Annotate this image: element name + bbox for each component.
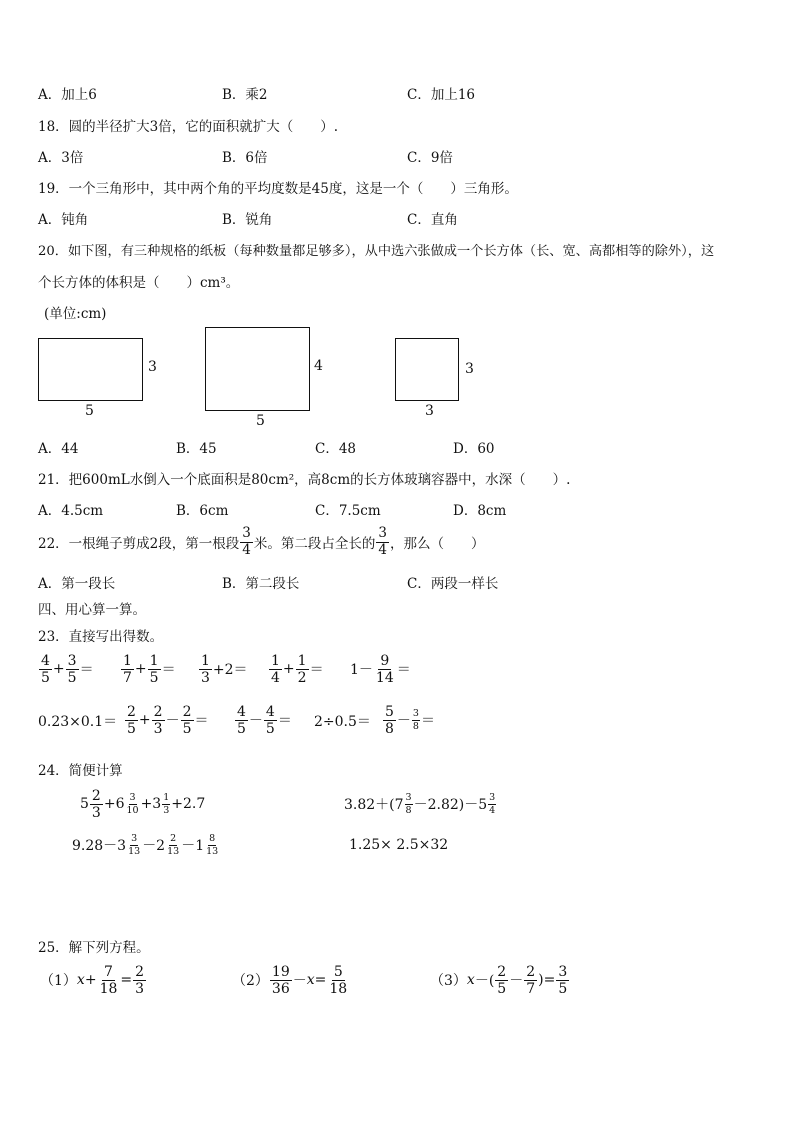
q18-option-b: B．6倍 [222, 150, 268, 166]
fraction [127, 834, 141, 856]
equals: = [543, 972, 556, 988]
q21-option-d: D．8cm [453, 503, 507, 519]
denominator: 5 [41, 669, 50, 686]
numerator: 1 [163, 792, 170, 803]
fraction [270, 965, 292, 996]
fraction [412, 709, 420, 731]
q23-row2-expr4: 2÷0.5＝ [314, 714, 371, 730]
board-3x3 [395, 338, 459, 401]
q22-option-b: B．第二段长 [222, 576, 300, 592]
fraction [205, 834, 219, 856]
q21-option-a: A．4.5cm [38, 503, 104, 519]
term: 9.28－3 [72, 838, 127, 854]
denominator: 4 [271, 669, 280, 686]
q22-stem-b: 米。第二段占全长的 [253, 536, 376, 552]
equals: = [120, 972, 133, 988]
q22-option-c: C．两段一样长 [407, 576, 499, 592]
q22-stem-c: ，那么（ ） [389, 536, 485, 552]
board2-height-label: 4 [314, 358, 323, 374]
equals: = [314, 972, 327, 988]
fraction [133, 965, 146, 996]
fraction [148, 654, 161, 685]
q22-stem [38, 523, 484, 561]
q24-expr3 [72, 830, 220, 860]
equals: ＝ [309, 662, 324, 678]
equals: ＝ [79, 662, 94, 678]
fraction [39, 654, 52, 685]
q24-expr2 [344, 789, 497, 819]
fraction [524, 965, 537, 996]
fraction [181, 705, 194, 736]
denominator: 8 [385, 720, 394, 737]
q20-option-d: D．60 [453, 441, 495, 457]
q17-option-a: A．加上6 [38, 87, 97, 103]
equals: ＝ [194, 713, 209, 729]
numerator: 1 [297, 652, 307, 669]
q25-equation-3 [430, 960, 570, 1000]
numerator: 1 [201, 652, 210, 669]
board3-height-label: 3 [465, 361, 474, 377]
q18-stem: 18．圆的半径扩大3倍，它的面积就扩大（ ）. [38, 119, 339, 135]
fraction [125, 793, 139, 815]
variable-x: x [466, 972, 475, 988]
q20-option-c: C．48 [315, 441, 357, 457]
numerator: 8 [209, 833, 216, 844]
q22-fraction-1 [240, 527, 253, 557]
fraction [66, 654, 79, 685]
close-paren: ) [538, 972, 544, 988]
fraction [264, 705, 277, 736]
numerator: 2 [497, 963, 507, 980]
denominator: 3 [201, 669, 210, 686]
operator: － [248, 713, 263, 729]
equation-label: （3） [430, 973, 467, 989]
expression-lead: 1－ [350, 662, 373, 678]
numerator: 3 [67, 652, 77, 669]
q24-expr4: 1.25× 2.5×32 [349, 837, 449, 853]
fraction [383, 705, 396, 736]
q19-option-a: A．钝角 [38, 212, 89, 228]
q19-stem: 19．一个三角形中，其中两个角的平均度数是45度，这是一个（ ）三角形。 [38, 181, 518, 197]
q22-frac1-num: 3 [242, 525, 251, 541]
numerator: 3 [412, 708, 419, 719]
operator: － [292, 973, 307, 989]
q20-option-a: A．44 [38, 441, 79, 457]
operator: － [165, 713, 180, 729]
fraction [327, 965, 349, 996]
fraction [495, 965, 508, 996]
numerator: 3 [131, 833, 138, 844]
q20-unit: (单位:cm) [44, 306, 107, 322]
denominator: 13 [206, 845, 219, 857]
q24-stem: 24．简便计算 [38, 763, 123, 779]
operator: －( [474, 973, 495, 989]
numerator: 2 [170, 833, 177, 844]
q17-option-b: B．乘2 [222, 87, 268, 103]
operator: － [509, 973, 524, 989]
q20-stem-line1: 20．如下图，有三种规格的纸板（每种数量都足够多），从中选六张做成一个长方体（长、宽、高都相等的除外），这 [38, 244, 715, 259]
q23-row2-expr3 [234, 700, 292, 740]
denominator: 18 [99, 980, 118, 997]
numerator: 1 [149, 652, 159, 669]
fraction [199, 654, 212, 685]
operator: + [138, 712, 151, 728]
denominator: 14 [375, 669, 394, 686]
denominator: 5 [127, 720, 136, 737]
equation-label: （1） [40, 973, 77, 989]
equals: ＝ [161, 662, 176, 678]
denominator: 5 [149, 669, 159, 686]
q17-option-c: C．加上16 [407, 87, 476, 103]
denominator: 18 [329, 980, 348, 997]
denominator: 3 [163, 804, 170, 816]
q25-equation-1 [40, 960, 147, 1000]
q22-fraction-2 [376, 527, 389, 557]
term: －1 [181, 838, 205, 854]
denominator: 3 [135, 980, 145, 997]
denominator: 36 [271, 980, 290, 997]
denominator: 2 [297, 669, 307, 686]
board-5x3 [38, 338, 143, 401]
numerator: 3 [405, 792, 412, 803]
numerator: 5 [333, 963, 343, 980]
q21-option-c: C．7.5cm [315, 503, 381, 519]
numerator: 4 [265, 703, 275, 720]
operator: － [396, 713, 411, 729]
fraction [152, 705, 165, 736]
q24-expr1 [80, 786, 205, 822]
q23-row1-expr1 [38, 649, 94, 689]
equals: ＝ [396, 662, 411, 678]
numerator: 9 [380, 652, 390, 669]
denominator: 5 [497, 980, 507, 997]
numerator: 7 [104, 963, 113, 980]
denominator: 7 [526, 980, 536, 997]
equation-label: （2） [232, 973, 269, 989]
denominator: 13 [167, 845, 180, 857]
numerator: 3 [558, 963, 568, 980]
denominator: 8 [412, 720, 419, 732]
operator: + [52, 661, 65, 677]
denominator: 5 [265, 720, 275, 737]
numerator: 1 [271, 652, 280, 669]
denominator: 5 [67, 669, 77, 686]
denominator: 7 [123, 669, 132, 686]
expression-tail: +2＝ [212, 662, 248, 678]
q22-frac2-num: 3 [378, 525, 387, 541]
board2-width-label: 5 [256, 413, 265, 429]
variable-x: x [76, 972, 85, 988]
operator: + [84, 972, 97, 988]
numerator: 2 [91, 787, 101, 804]
denominator: 5 [558, 980, 568, 997]
q22-frac1-den: 4 [242, 541, 251, 558]
equals: ＝ [277, 713, 292, 729]
numerator: 2 [182, 703, 192, 720]
q22-option-a: A．第一段长 [38, 576, 116, 592]
denominator: 5 [237, 720, 246, 737]
board1-width-label: 5 [85, 403, 94, 419]
q20-stem-line2: 个长方体的体积是（ ）cm³。 [38, 275, 240, 291]
q19-option-c: C．直角 [407, 212, 458, 228]
term: 3.82＋(7 [344, 797, 404, 813]
q23-row2-expr1: 0.23×0.1＝ [38, 714, 118, 730]
fraction [374, 654, 396, 685]
fraction [166, 834, 180, 856]
fraction [162, 793, 170, 815]
denominator: 5 [182, 720, 192, 737]
term: +2.7 [171, 796, 206, 812]
term: +3 [140, 796, 162, 812]
fraction [235, 705, 248, 736]
denominator: 3 [91, 804, 101, 821]
equals: ＝ [420, 713, 435, 729]
q21-option-b: B．6cm [176, 503, 229, 519]
numerator: 3 [489, 792, 496, 803]
denominator: 8 [405, 804, 412, 816]
fraction [556, 965, 569, 996]
denominator: 10 [126, 804, 139, 816]
q25-equation-2 [232, 960, 350, 1000]
numerator: 19 [271, 963, 290, 980]
fraction [121, 654, 134, 685]
q18-option-c: C．9倍 [407, 150, 453, 166]
q22-stem-a: 22．一根绳子剪成2段，第一根段 [38, 536, 240, 552]
q23-row2-expr2 [124, 700, 209, 740]
q23-row1-expr4 [268, 649, 324, 689]
q18-option-a: A．3倍 [38, 150, 84, 166]
numerator: 2 [526, 963, 536, 980]
numerator: 2 [127, 703, 136, 720]
numerator: 1 [123, 652, 132, 669]
term: －2.82)－5 [413, 797, 488, 813]
section-4-heading: 四、用心算一算。 [38, 602, 146, 618]
fraction [488, 793, 496, 815]
numerator: 2 [153, 703, 163, 720]
q19-option-b: B．锐角 [222, 212, 273, 228]
board-5x4 [205, 327, 310, 411]
numerator: 2 [135, 963, 145, 980]
q21-stem: 21．把600mL水倒入一个底面积是80cm²，高8cm的长方体玻璃容器中，水深（ ）. [38, 472, 571, 488]
board1-height-label: 3 [148, 359, 157, 375]
operator: + [134, 661, 147, 677]
fraction [98, 965, 120, 996]
q23-stem: 23．直接写出得数。 [38, 629, 164, 645]
fraction [90, 789, 103, 820]
denominator: 4 [489, 804, 496, 816]
whole-number: 5 [80, 796, 89, 812]
q23-row1-expr5 [350, 649, 411, 689]
term: －2 [142, 838, 166, 854]
term: +6 [103, 796, 125, 812]
fraction [269, 654, 282, 685]
fraction [405, 793, 413, 815]
denominator: 3 [153, 720, 163, 737]
fraction [125, 705, 138, 736]
q22-frac2-den: 4 [378, 541, 387, 558]
denominator: 13 [128, 845, 141, 857]
numerator: 5 [385, 703, 394, 720]
q20-option-b: B．45 [176, 441, 217, 457]
numerator: 4 [237, 703, 246, 720]
q23-row1-expr3 [198, 649, 248, 689]
variable-x: x [306, 972, 315, 988]
numerator: 3 [129, 792, 136, 803]
q23-row1-expr2 [120, 649, 176, 689]
board3-width-label: 3 [425, 403, 434, 419]
q23-row2-expr5 [382, 700, 435, 740]
operator: + [282, 661, 295, 677]
numerator: 4 [41, 652, 50, 669]
fraction [296, 654, 309, 685]
q25-stem: 25．解下列方程。 [38, 940, 150, 956]
